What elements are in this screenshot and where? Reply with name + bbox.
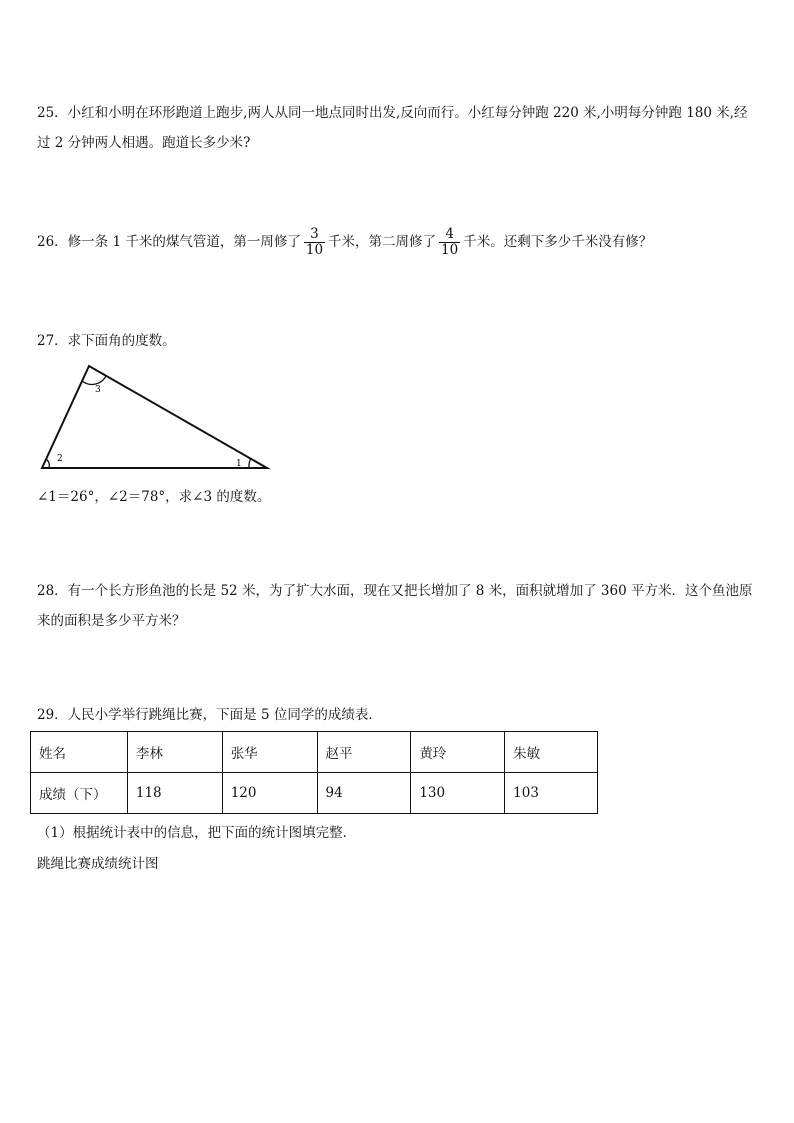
question-25-line-2: 过 2 分钟两人相遇。跑道长多少米? <box>37 135 251 151</box>
chart-title: 跳绳比赛成绩统计图 <box>37 856 159 872</box>
score-table <box>30 731 598 814</box>
fraction-numerator: 3 <box>304 227 325 244</box>
angle-3-arc <box>82 376 106 384</box>
angle-1-arc <box>249 458 251 468</box>
question-28 <box>37 576 758 636</box>
table-cell: 姓名 <box>31 732 128 773</box>
table-cell: 赵平 <box>317 732 411 773</box>
table-cell: 130 <box>411 773 505 814</box>
table-cell: 103 <box>505 773 598 814</box>
question-29-sub-1: （1）根据统计表中的信息，把下面的统计图填完整． <box>37 825 357 841</box>
question-25 <box>37 98 758 158</box>
fraction-4-10 <box>439 227 460 259</box>
table-cell: 118 <box>127 773 222 814</box>
triangle-outline <box>42 366 267 468</box>
question-26-text-1: 26．修一条 1 千米的煤气管道，第一周修了 <box>37 234 301 250</box>
angle-2-label: 2 <box>57 454 63 464</box>
question-25-line-1: 25．小红和小明在环形跑道上跑步,两人从同一地点同时出发,反向而行。小红每分钟跑 220 米,小明每分钟跑 180 米,经 <box>37 105 748 121</box>
angle-1-label: 1 <box>236 459 242 469</box>
fraction-numerator: 4 <box>439 227 460 244</box>
table-cell: 120 <box>222 773 317 814</box>
fraction-denominator: 10 <box>441 242 459 258</box>
table-cell: 朱敏 <box>505 732 598 773</box>
triangle-figure <box>37 362 272 474</box>
question-28-line-1: 28．有一个长方形鱼池的长是 52 米，为了扩大水面，现在又把长增加了 8 米，面积就增加了 360 平方米．这个鱼池原 <box>37 583 753 599</box>
fraction-3-10 <box>304 227 325 259</box>
table-cell: 李林 <box>127 732 222 773</box>
table-cell: 94 <box>317 773 411 814</box>
table-cell: 成绩（下） <box>31 773 128 814</box>
question-26-text-2: 千米，第二周修了 <box>328 234 437 250</box>
table-cell: 黄玲 <box>411 732 505 773</box>
question-29-title: 29．人民小学举行跳绳比赛，下面是 5 位同学的成绩表． <box>37 707 382 723</box>
question-27-title: 27．求下面角的度数。 <box>37 333 176 349</box>
question-26 <box>37 222 758 262</box>
fraction-denominator: 10 <box>305 242 324 258</box>
table-row <box>31 773 598 814</box>
table-cell: 张华 <box>222 732 317 773</box>
question-28-line-2: 来的面积是多少平方米？ <box>37 613 186 629</box>
question-26-text-3: 千米。还剩下多少千米没有修？ <box>463 234 653 250</box>
question-27-given: ∠1＝26°，∠2＝78°，求∠3 的度数。 <box>37 489 271 505</box>
angle-3-label: 3 <box>95 385 101 395</box>
table-row <box>31 732 598 773</box>
